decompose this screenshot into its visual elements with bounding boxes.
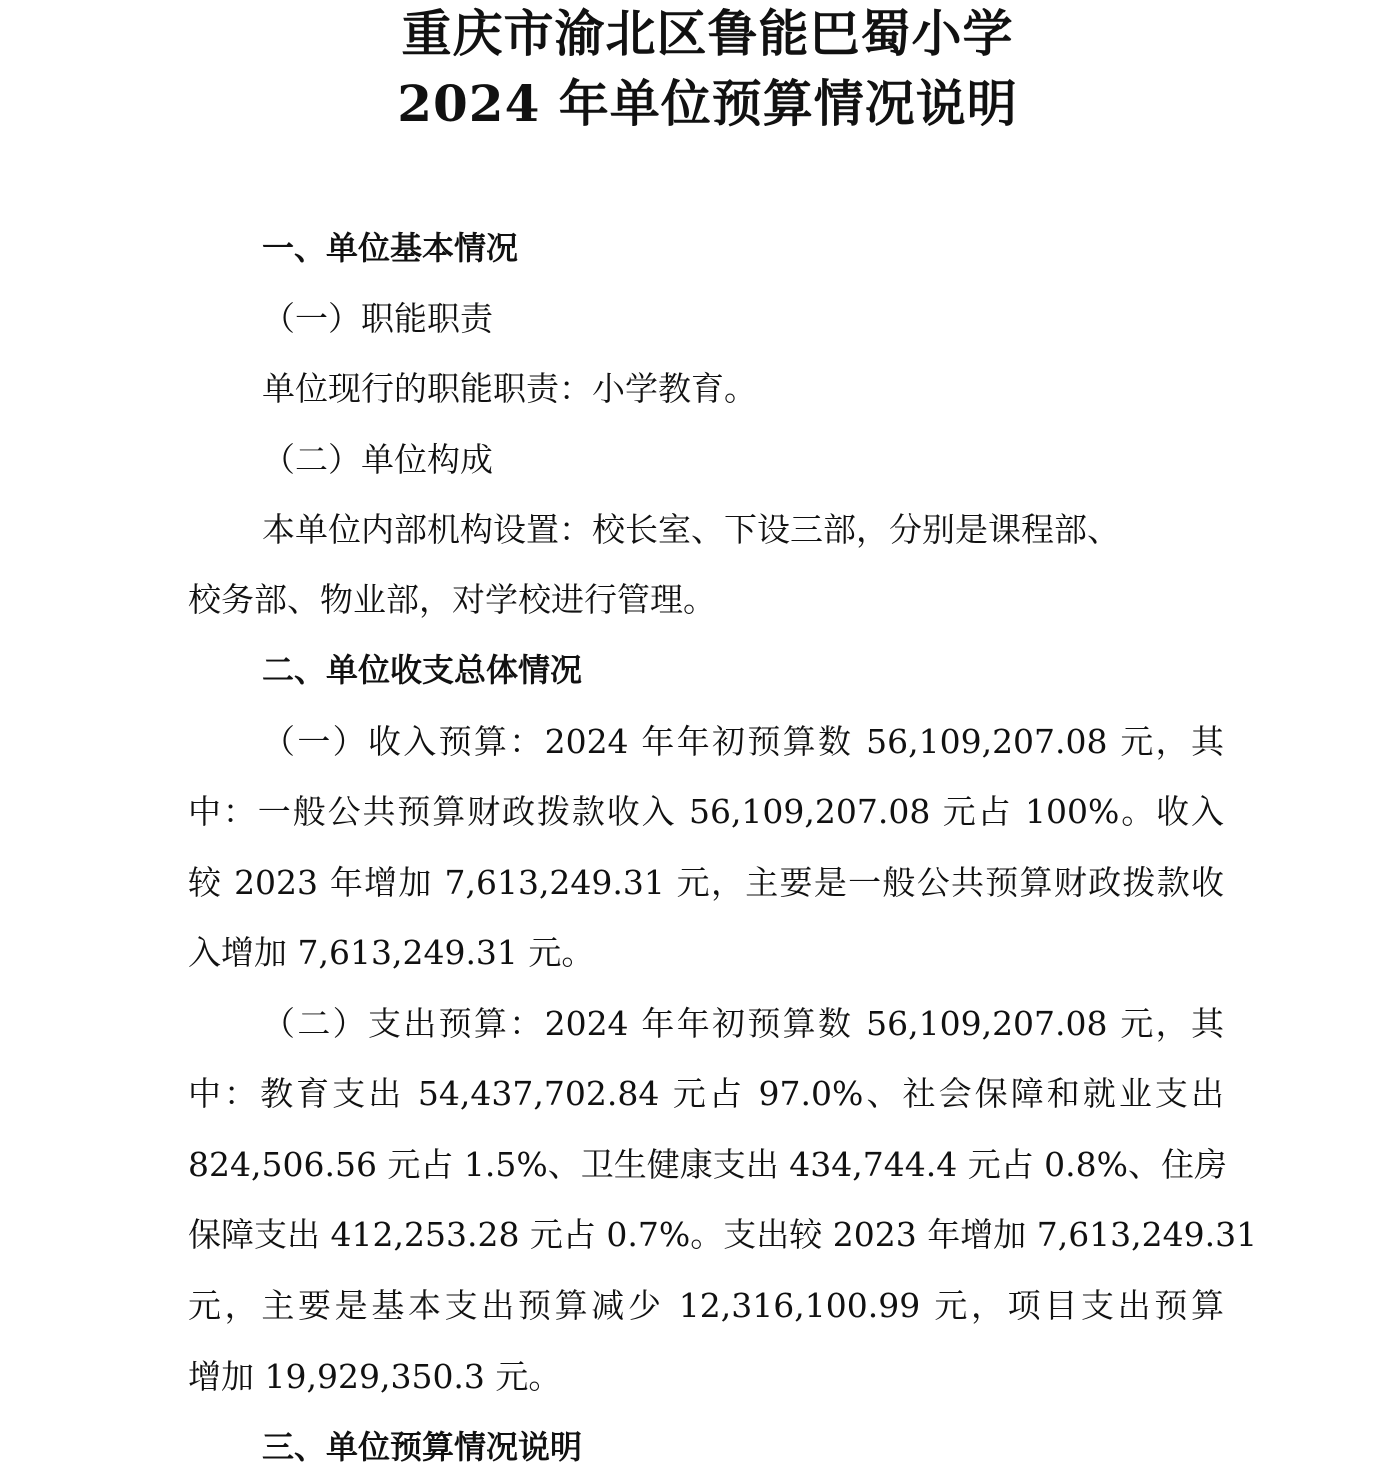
income-paragraph-line1: （一）收入预算：2024 年年初预算数 56,109,207.08 元，其 bbox=[262, 722, 1224, 761]
expense-paragraph-line5: 元，主要是基本支出预算减少 12,316,100.99 元，项目支出预算 bbox=[188, 1286, 1224, 1325]
section3-heading: 三、单位预算情况说明 bbox=[262, 1428, 583, 1466]
document-title-line2: 2024 年单位预算情况说明 bbox=[397, 74, 1018, 133]
expense-paragraph-line2: 中：教育支出 54,437,702.84 元占 97.0%、社会保障和就业支出 bbox=[188, 1074, 1224, 1113]
income-paragraph-line4: 入增加 7,613,249.31 元。 bbox=[188, 933, 595, 972]
section1-heading: 一、单位基本情况 bbox=[262, 229, 519, 267]
expense-paragraph-line3: 824,506.56 元占 1.5%、卫生健康支出 434,744.4 元占 0.8%、住房 bbox=[188, 1145, 1228, 1184]
expense-paragraph-line1: （二）支出预算：2024 年年初预算数 56,109,207.08 元，其 bbox=[262, 1004, 1224, 1043]
section1-sub2-heading: （二）单位构成 bbox=[262, 440, 493, 479]
document-title-line1: 重庆市渝北区鲁能巴蜀小学 bbox=[401, 4, 1014, 63]
expense-paragraph-line4: 保障支出 412,253.28 元占 0.7%。支出较 2023 年增加 7,613,249.31 bbox=[188, 1215, 1258, 1254]
section2-heading: 二、单位收支总体情况 bbox=[262, 651, 583, 689]
section1-sub1-text: 单位现行的职能职责：小学教育。 bbox=[262, 369, 757, 408]
income-paragraph-line3: 较 2023 年增加 7,613,249.31 元，主要是一般公共预算财政拨款收 bbox=[188, 863, 1224, 902]
expense-paragraph-line6: 增加 19,929,350.3 元。 bbox=[188, 1357, 562, 1396]
income-paragraph-line2: 中：一般公共预算财政拨款收入 56,109,207.08 元占 100%。收入 bbox=[188, 792, 1224, 831]
section1-sub1-heading: （一）职能职责 bbox=[262, 299, 493, 338]
section1-sub2-text-line2: 校务部、物业部，对学校进行管理。 bbox=[188, 580, 716, 619]
section1-sub2-text-line1: 本单位内部机构设置：校长室、下设三部，分别是课程部、 bbox=[262, 510, 1120, 549]
